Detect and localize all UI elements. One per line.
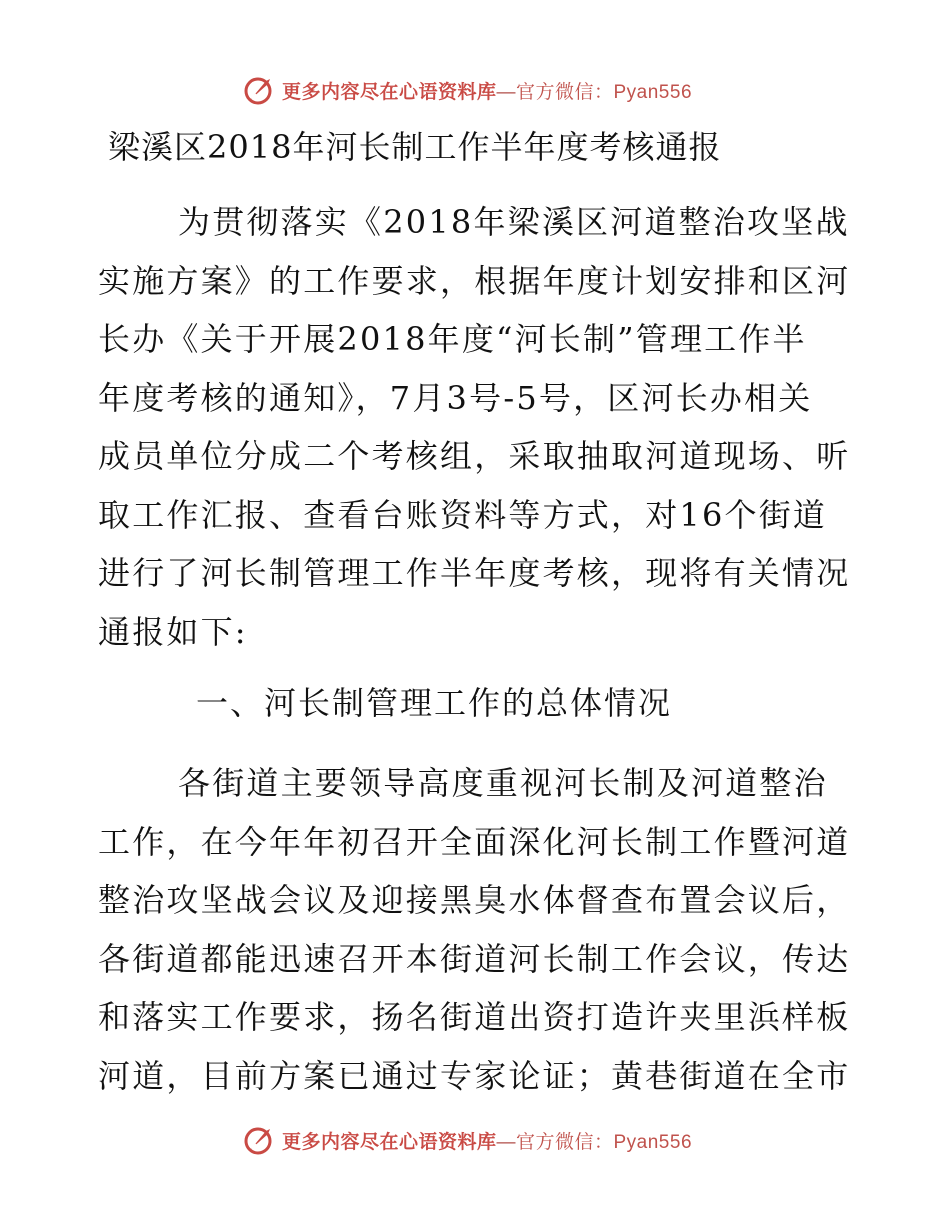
quill-pen-logo-icon: [242, 1123, 276, 1157]
header-watermark-banner: [0, 70, 950, 110]
text-line: 长办《关于开展2018年度“河长制”管理工作半: [98, 320, 807, 358]
text-line: 年度考核的通知》，7月3号-5号，区河长办相关: [98, 378, 813, 417]
banner-main-text: 更多内容尽在心语资料库: [281, 81, 497, 103]
section-heading: 一、河长制管理工作的总体情况: [196, 684, 673, 722]
text-line: 河道，目前方案已通过专家论证；黄巷街道在全市: [98, 1056, 851, 1095]
text-line: 为贯彻落实《2018年梁溪区河道整治攻坚战: [178, 203, 850, 241]
banner-contact-text: 官方微信：Pyan556: [516, 1131, 693, 1153]
banner-text: [282, 77, 692, 104]
text-line: 和落实工作要求，扬名街道出资打造许夹里浜样板: [98, 998, 851, 1036]
banner-contact-text: 官方微信：Pyan556: [516, 81, 693, 103]
text-line: 各街道主要领导高度重视河长制及河道整治: [178, 764, 828, 802]
banner-main-text: 更多内容尽在心语资料库: [281, 1131, 497, 1153]
banner-content: [242, 73, 692, 107]
banner-text: [282, 1127, 692, 1154]
text-line: 取工作汇报、查看台账资料等方式，对16个街道: [98, 495, 828, 534]
document-title: 梁溪区2018年河长制工作半年度考核通报: [108, 128, 722, 166]
banner-dash: —: [496, 81, 516, 103]
banner-dash: —: [496, 1131, 516, 1153]
paragraph-overview: [98, 754, 851, 1105]
text-line: 成员单位分成二个考核组，采取抽取河道现场、听: [98, 437, 851, 475]
banner-content: [242, 1123, 692, 1157]
text-line: 通报如下:: [98, 612, 248, 651]
quill-pen-logo-icon: [242, 73, 276, 107]
footer-watermark-banner: [0, 1120, 950, 1160]
text-line: 进行了河长制管理工作半年度考核，现将有关情况: [98, 554, 851, 592]
text-line: 各街道都能迅速召开本街道河长制工作会议，传达: [98, 939, 851, 978]
text-line: 实施方案》的工作要求，根据年度计划安排和区河: [98, 261, 851, 300]
paragraph-intro: [98, 193, 851, 661]
text-line: 整治攻坚战会议及迎接黑臭水体督查布置会议后，: [98, 881, 851, 919]
text-line: 工作，在今年年初召开全面深化河长制工作暨河道: [98, 822, 851, 861]
